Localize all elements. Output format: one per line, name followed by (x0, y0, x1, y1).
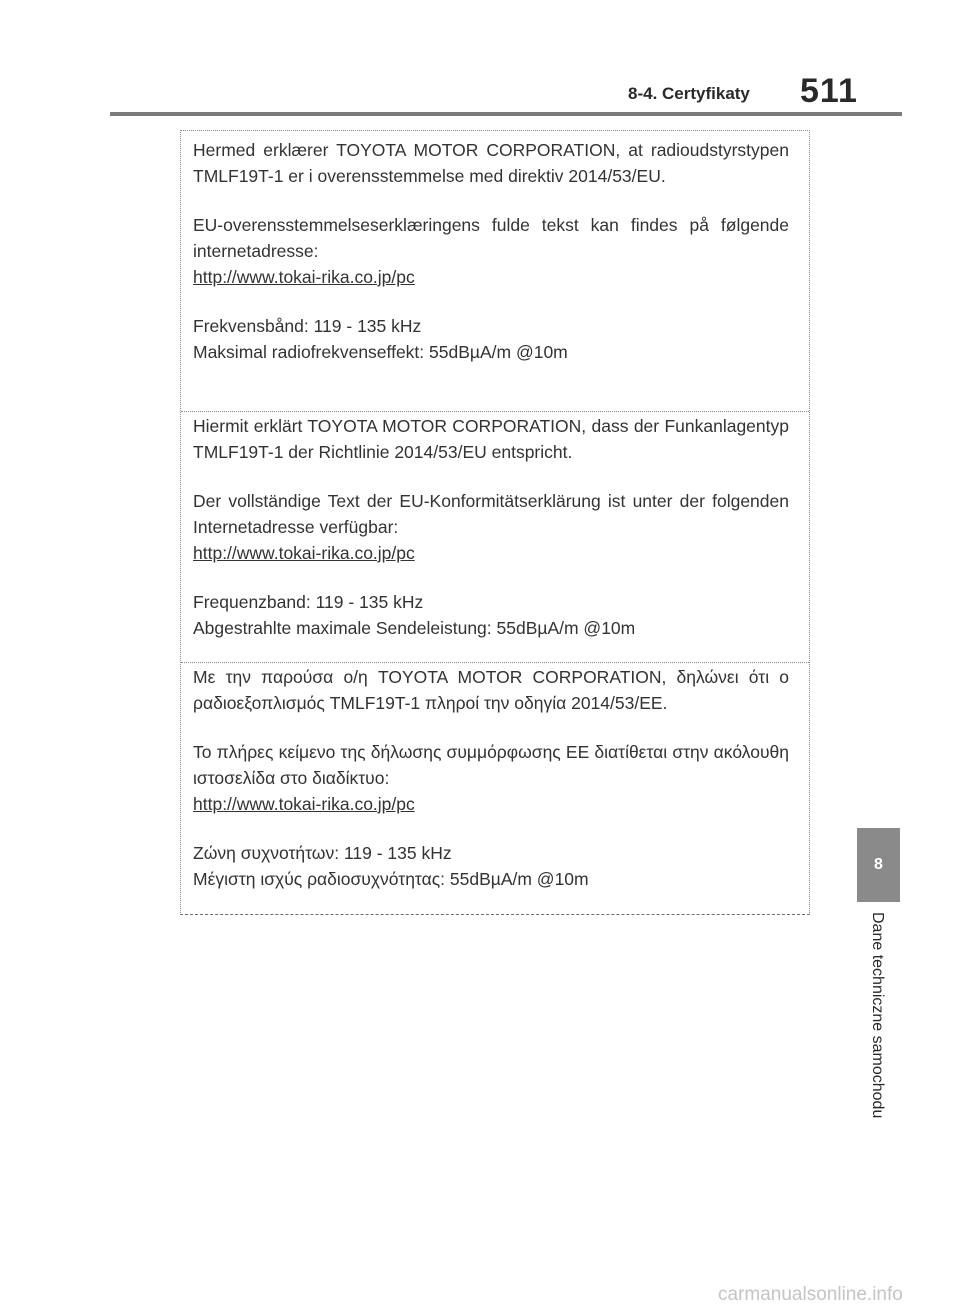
chapter-label: Dane techniczne samochodu (869, 912, 886, 1119)
greek-power: Μέγιστη ισχύς ραδιοσυχνότητας: 55dBµA/m @10m (193, 869, 589, 889)
section-title: 8-4. Certyfikaty (628, 84, 750, 103)
watermark: carmanualsonline.info (718, 1284, 903, 1305)
certificate-box (180, 130, 810, 915)
chapter-number: 8 (874, 856, 883, 873)
page-number: 511 (800, 72, 858, 110)
german-block (193, 413, 789, 641)
section-divider (181, 662, 809, 663)
chapter-tab (857, 828, 900, 902)
danish-frequency: Frekvensbånd: 119 - 135 kHz (193, 316, 422, 336)
greek-url-link[interactable]: http://www.tokai-rika.co.jp/pc (193, 794, 415, 814)
danish-block (193, 137, 789, 365)
german-power: Abgestrahlte maximale Sendeleistung: 55dBµA/m @10m (193, 618, 636, 638)
greek-fulltext: Το πλήρες κείμενο της δήλωσης συμμόρφωσης ΕΕ διατίθεται στην ακόλουθη ιστοσελίδα στο διαδίκτυο: (193, 742, 789, 788)
danish-url-link[interactable]: http://www.tokai-rika.co.jp/pc (193, 267, 415, 287)
german-declaration: Hiermit erklärt TOYOTA MOTOR CORPORATION, dass der Funkanlagentyp TMLF19T-1 der Richtlinie 2014/53/EU entspricht. (193, 416, 789, 462)
german-fulltext: Der vollständige Text der EU-Konformitätserklärung ist unter der folgenden Internetadresse verfügbar: (193, 491, 789, 537)
danish-declaration: Hermed erklærer TOYOTA MOTOR CORPORATION, at radioudstyrstypen TMLF19T-1 er i overensstemmelse med direktiv 2014/53/EU. (193, 140, 789, 186)
greek-frequency: Ζώνη συχνοτήτων: 119 - 135 kHz (193, 843, 452, 863)
danish-fulltext: EU-overensstemmelseserklæringens fulde tekst kan findes på følgende internetadresse: (193, 215, 789, 261)
german-frequency: Frequenzband: 119 - 135 kHz (193, 592, 424, 612)
greek-block (193, 664, 789, 892)
german-url-link[interactable]: http://www.tokai-rika.co.jp/pc (193, 543, 415, 563)
danish-power: Maksimal radiofrekvenseffekt: 55dBµA/m @10m (193, 342, 568, 362)
header-rule (110, 112, 902, 116)
section-divider (181, 411, 809, 412)
greek-declaration: Με την παρούσα ο/η TOYOTA MOTOR CORPORATION, δηλώνει ότι ο ραδιοεξοπλισμός TMLF19T-1 πληροί την οδηγία 2014/53/ΕΕ. (193, 667, 789, 713)
